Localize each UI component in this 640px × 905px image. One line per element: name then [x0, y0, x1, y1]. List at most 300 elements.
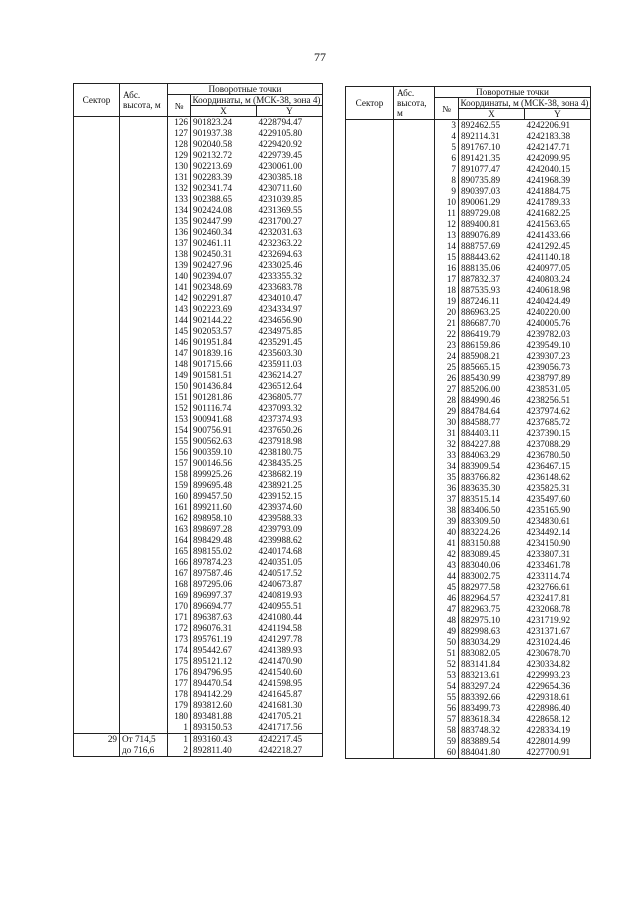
- table-row: [74, 524, 323, 535]
- sector-cell: [74, 524, 120, 535]
- altitude-cell: [120, 634, 168, 645]
- table-row: [74, 745, 323, 757]
- x-coordinate-cell: 901581.51: [193, 370, 233, 380]
- y-coordinate-cell: 4234150.90: [525, 538, 591, 549]
- table-row: [74, 722, 323, 734]
- altitude-cell: [120, 612, 168, 623]
- sector-cell: [346, 164, 394, 175]
- y-coordinate-cell: 4239374.60: [257, 502, 323, 513]
- x-coordinate-cell: 896694.77: [193, 601, 233, 611]
- sector-cell: [74, 634, 120, 645]
- sector-cell: [346, 362, 394, 373]
- sector-cell: [74, 590, 120, 601]
- point-number-cell: 10: [435, 197, 459, 208]
- sector-cell: [346, 648, 394, 659]
- sector-cell: [74, 557, 120, 568]
- table-row: [346, 593, 591, 604]
- y-coordinate-cell: 4240977.05: [525, 263, 591, 274]
- point-number-cell: 29: [435, 406, 459, 417]
- point-number-cell: 158: [168, 469, 191, 480]
- table-row: [346, 241, 591, 252]
- altitude-cell: [394, 406, 435, 417]
- altitude-cell: [394, 560, 435, 571]
- y-coordinate-cell: 4233461.78: [525, 560, 591, 571]
- sector-cell: [74, 480, 120, 491]
- y-coordinate-cell: 4230678.70: [525, 648, 591, 659]
- x-coordinate-cell: 885206.00: [461, 384, 501, 394]
- point-number-cell: 11: [435, 208, 459, 219]
- altitude-cell: [120, 480, 168, 491]
- x-coordinate-cell: 883089.45: [461, 549, 501, 559]
- y-coordinate-cell: 4241682.25: [525, 208, 591, 219]
- y-coordinate-cell: 4241080.44: [257, 612, 323, 623]
- point-number-cell: 178: [168, 689, 191, 700]
- altitude-cell: [394, 384, 435, 395]
- coordinates-table-right: [345, 86, 591, 759]
- table-row: [346, 307, 591, 318]
- sector-cell: [74, 282, 120, 293]
- table-row: [346, 747, 591, 759]
- y-coordinate-cell: 4237918.98: [257, 436, 323, 447]
- point-number-cell: 136: [168, 227, 191, 238]
- point-number-cell: 180: [168, 711, 191, 722]
- x-coordinate-cell: 898958.10: [193, 513, 233, 523]
- y-coordinate-cell: 4240424.49: [525, 296, 591, 307]
- sector-cell: [74, 436, 120, 447]
- table-row: [346, 703, 591, 714]
- altitude-cell: [394, 505, 435, 516]
- x-coordinate-cell: 900756.91: [193, 425, 233, 435]
- point-number-cell: 58: [435, 725, 459, 736]
- y-coordinate-cell: 4242217.45: [257, 734, 323, 746]
- table-row: [346, 318, 591, 329]
- point-number-cell: 23: [435, 340, 459, 351]
- x-coordinate-cell: 888443.62: [461, 252, 501, 262]
- altitude-cell: [394, 142, 435, 153]
- altitude-cell: [394, 395, 435, 406]
- altitude-cell: [394, 483, 435, 494]
- table-row: [74, 381, 323, 392]
- point-number-cell: 9: [435, 186, 459, 197]
- y-coordinate-cell: 4232417.81: [525, 593, 591, 604]
- altitude-cell: [120, 513, 168, 524]
- x-coordinate-cell: 884403.11: [461, 428, 500, 438]
- altitude-cell: [394, 186, 435, 197]
- table-row: [74, 480, 323, 491]
- table-row: [74, 194, 323, 205]
- y-coordinate-cell: 4237093.32: [257, 403, 323, 414]
- x-coordinate-cell: 885665.15: [461, 362, 501, 372]
- y-coordinate-cell: 4241598.95: [257, 678, 323, 689]
- x-coordinate-cell: 902447.99: [193, 216, 233, 226]
- y-coordinate-cell: 4237390.15: [525, 428, 591, 439]
- x-coordinate-cell: 891767.10: [461, 142, 501, 152]
- altitude-cell: [120, 359, 168, 370]
- y-coordinate-cell: 4240517.52: [257, 568, 323, 579]
- y-coordinate-cell: 4239056.73: [525, 362, 591, 373]
- x-coordinate-cell: 892462.55: [461, 120, 501, 130]
- altitude-cell: [120, 282, 168, 293]
- altitude-cell: [394, 714, 435, 725]
- table-row: [346, 340, 591, 351]
- y-coordinate-cell: 4239549.10: [525, 340, 591, 351]
- table-row: [74, 734, 323, 746]
- table-row: [346, 175, 591, 186]
- altitude-cell: [394, 648, 435, 659]
- point-number-cell: 7: [435, 164, 459, 175]
- table-row: [346, 373, 591, 384]
- sector-cell: [74, 359, 120, 370]
- sector-cell: [346, 483, 394, 494]
- sector-cell: [346, 516, 394, 527]
- y-coordinate-cell: 4235497.60: [525, 494, 591, 505]
- x-coordinate-cell: 883040.06: [461, 560, 501, 570]
- x-coordinate-cell: 897295.06: [193, 579, 233, 589]
- altitude-cell: [120, 205, 168, 216]
- altitude-cell: [120, 436, 168, 447]
- table-row: [346, 274, 591, 285]
- x-coordinate-cell: 902053.57: [193, 326, 233, 336]
- y-coordinate-cell: 4239988.62: [257, 535, 323, 546]
- sector-cell: [346, 417, 394, 428]
- table-row: [74, 348, 323, 359]
- x-coordinate-cell: 902040.58: [193, 139, 233, 149]
- sector-cell: [74, 238, 120, 249]
- x-coordinate-cell: 886159.86: [461, 340, 501, 350]
- point-number-cell: 19: [435, 296, 459, 307]
- y-coordinate-cell: 4236805.77: [257, 392, 323, 403]
- y-coordinate-cell: 4240005.76: [525, 318, 591, 329]
- table-row: [74, 491, 323, 502]
- y-coordinate-cell: 4241563.65: [525, 219, 591, 230]
- y-coordinate-cell: 4229739.45: [257, 150, 323, 161]
- table-row: [346, 329, 591, 340]
- y-coordinate-cell: 4239152.15: [257, 491, 323, 502]
- point-number-cell: 15: [435, 252, 459, 263]
- point-number-cell: 130: [168, 161, 191, 172]
- point-number-cell: 177: [168, 678, 191, 689]
- y-coordinate-cell: 4238435.25: [257, 458, 323, 469]
- y-coordinate-cell: 4242183.38: [525, 131, 591, 142]
- point-number-cell: 147: [168, 348, 191, 359]
- y-coordinate-cell: 4232766.61: [525, 582, 591, 593]
- table-row: [74, 205, 323, 216]
- x-coordinate-cell: 902291.87: [193, 293, 233, 303]
- table-row: [74, 656, 323, 667]
- altitude-cell: [394, 340, 435, 351]
- x-coordinate-cell: 899211.60: [193, 502, 232, 512]
- table-row: [74, 139, 323, 150]
- table-row: [74, 590, 323, 601]
- point-number-cell: 133: [168, 194, 191, 205]
- altitude-cell: [394, 230, 435, 241]
- altitude-cell: [120, 568, 168, 579]
- x-coordinate-cell: 892811.40: [191, 745, 257, 757]
- y-coordinate-cell: 4242099.95: [525, 153, 591, 164]
- altitude-header: Абс. высота, м: [120, 84, 168, 117]
- point-number-cell: 159: [168, 480, 191, 491]
- x-coordinate-cell: 886963.25: [461, 307, 501, 317]
- table-row: [346, 219, 591, 230]
- table-row: [74, 216, 323, 227]
- sector-cell: [74, 579, 120, 590]
- y-coordinate-cell: 4241717.56: [257, 722, 323, 734]
- y-coordinate-cell: 4231024.46: [525, 637, 591, 648]
- x-coordinate-cell: 901281.86: [193, 392, 233, 402]
- altitude-cell: [120, 370, 168, 381]
- y-coordinate-cell: 4241884.75: [525, 186, 591, 197]
- x-coordinate-cell: 887535.93: [461, 285, 501, 295]
- table-row: [74, 326, 323, 337]
- altitude-cell: [394, 593, 435, 604]
- sector-cell: [74, 414, 120, 425]
- altitude-cell: [394, 329, 435, 340]
- sector-cell: [346, 549, 394, 560]
- altitude-cell: [120, 326, 168, 337]
- altitude-cell: [394, 615, 435, 626]
- sector-cell: [74, 337, 120, 348]
- sector-cell: [346, 208, 394, 219]
- sector-cell: [74, 612, 120, 623]
- sector-cell: [74, 656, 120, 667]
- point-number-cell: 138: [168, 249, 191, 260]
- table-row: [346, 186, 591, 197]
- x-coordinate-cell: 883082.05: [461, 648, 501, 658]
- altitude-header: Абс. высота, м: [394, 87, 435, 120]
- altitude-cell: [394, 274, 435, 285]
- sector-cell: [74, 117, 120, 129]
- x-coordinate-cell: 889076.89: [461, 230, 501, 240]
- sector-cell: [346, 351, 394, 362]
- point-number-cell: 51: [435, 648, 459, 659]
- table-row: [346, 527, 591, 538]
- y-coordinate-cell: 4229105.80: [257, 128, 323, 139]
- y-coordinate-cell: 4241789.33: [525, 197, 591, 208]
- left-table-body: [74, 117, 323, 757]
- point-number-cell: 55: [435, 692, 459, 703]
- table-row: [74, 227, 323, 238]
- table-row: [74, 304, 323, 315]
- x-coordinate-cell: 886419.79: [461, 329, 501, 339]
- y-coordinate-cell: 4235911.03: [257, 359, 323, 370]
- y-coordinate-cell: 4240618.98: [525, 285, 591, 296]
- point-number-cell: 167: [168, 568, 191, 579]
- y-coordinate-cell: 4237374.93: [257, 414, 323, 425]
- point-number-cell: 33: [435, 450, 459, 461]
- sector-cell: [74, 667, 120, 678]
- table-row: [346, 263, 591, 274]
- altitude-cell: [394, 428, 435, 439]
- sector-cell: [346, 384, 394, 395]
- y-coordinate-cell: 4230061.00: [257, 161, 323, 172]
- altitude-cell: [394, 153, 435, 164]
- point-number-cell: 49: [435, 626, 459, 637]
- x-coordinate-cell: 902427.96: [193, 260, 233, 270]
- y-coordinate-cell: 4242040.15: [525, 164, 591, 175]
- sector-cell: [346, 230, 394, 241]
- point-number-cell: 134: [168, 205, 191, 216]
- sector-cell: [346, 637, 394, 648]
- table-row: [74, 667, 323, 678]
- sector-cell: [74, 150, 120, 161]
- y-coordinate-cell: 4228986.40: [525, 703, 591, 714]
- table-row: [74, 370, 323, 381]
- y-coordinate-cell: 4242147.71: [525, 142, 591, 153]
- x-coordinate-cell: 902388.65: [193, 194, 233, 204]
- point-number-cell: 170: [168, 601, 191, 612]
- sector-cell: [74, 183, 120, 194]
- y-coordinate-cell: 4233025.46: [257, 260, 323, 271]
- sector-cell: [346, 571, 394, 582]
- point-number-cell: 3: [435, 120, 459, 132]
- altitude-cell: [394, 725, 435, 736]
- altitude-cell: [120, 139, 168, 150]
- altitude-cell: [120, 601, 168, 612]
- sector-cell: [346, 670, 394, 681]
- altitude-cell: [394, 285, 435, 296]
- page-number: 77: [314, 50, 326, 64]
- altitude-cell: [394, 175, 435, 186]
- point-number-cell: 163: [168, 524, 191, 535]
- altitude-cell: [394, 494, 435, 505]
- point-number-cell: 22: [435, 329, 459, 340]
- x-coordinate-cell: 902132.72: [193, 150, 233, 160]
- altitude-cell: [394, 659, 435, 670]
- altitude-cell: [120, 623, 168, 634]
- y-coordinate-cell: 4238531.05: [525, 384, 591, 395]
- point-number-cell: 160: [168, 491, 191, 502]
- table-row: [74, 546, 323, 557]
- y-coordinate-cell: 4241194.58: [257, 623, 323, 634]
- altitude-cell: [394, 164, 435, 175]
- sector-cell: [74, 689, 120, 700]
- table-row: [74, 337, 323, 348]
- table-row: [74, 436, 323, 447]
- sector-cell: [74, 722, 120, 734]
- x-coordinate-cell: 899695.48: [193, 480, 233, 490]
- table-row: [74, 535, 323, 546]
- point-number-cell: 31: [435, 428, 459, 439]
- sector-cell: [346, 527, 394, 538]
- x-coordinate-cell: 895442.67: [193, 645, 233, 655]
- sector-cell: [74, 348, 120, 359]
- x-coordinate-cell: 883213.61: [461, 670, 501, 680]
- sector-cell: [346, 219, 394, 230]
- point-number-cell: 143: [168, 304, 191, 315]
- point-number-cell: 157: [168, 458, 191, 469]
- table-row: [346, 362, 591, 373]
- y-coordinate-cell: 4231719.92: [525, 615, 591, 626]
- y-coordinate-cell: 4241292.45: [525, 241, 591, 252]
- sector-cell: [74, 645, 120, 656]
- point-number-cell: 151: [168, 392, 191, 403]
- x-coordinate-cell: 883766.82: [461, 472, 501, 482]
- altitude-cell: [120, 535, 168, 546]
- point-number-cell: 53: [435, 670, 459, 681]
- sector-cell: [74, 678, 120, 689]
- table-row: [74, 469, 323, 480]
- altitude-cell: [120, 194, 168, 205]
- y-coordinate-cell: 4241297.78: [257, 634, 323, 645]
- y-coordinate-cell: 4240673.87: [257, 579, 323, 590]
- table-row: [346, 582, 591, 593]
- table-row: [346, 692, 591, 703]
- x-coordinate-cell: 901436.84: [193, 381, 233, 391]
- point-number-cell: 156: [168, 447, 191, 458]
- sector-cell: [74, 546, 120, 557]
- x-coordinate-cell: 901116.74: [193, 403, 232, 413]
- point-number-cell: 60: [435, 747, 459, 759]
- table-row: [346, 560, 591, 571]
- x-coordinate-cell: 883224.26: [461, 527, 501, 537]
- y-coordinate-cell: 4229420.92: [257, 139, 323, 150]
- sector-cell: [346, 197, 394, 208]
- y-coordinate-cell: 4237088.29: [525, 439, 591, 450]
- sector-cell: [74, 227, 120, 238]
- table-row: [346, 428, 591, 439]
- sector-cell: [346, 186, 394, 197]
- y-coordinate-cell: 4234975.85: [257, 326, 323, 337]
- y-coordinate-cell: 4241681.30: [257, 700, 323, 711]
- table-row: [74, 271, 323, 282]
- x-coordinate-cell: 884227.88: [461, 439, 501, 449]
- y-coordinate-cell: 4241433.66: [525, 230, 591, 241]
- altitude-cell: [120, 183, 168, 194]
- table-row: [74, 128, 323, 139]
- x-coordinate-cell: 889400.81: [461, 219, 501, 229]
- y-coordinate-cell: 4239782.03: [525, 329, 591, 340]
- altitude-cell: [394, 318, 435, 329]
- point-number-cell: 175: [168, 656, 191, 667]
- altitude-cell: [394, 450, 435, 461]
- altitude-cell: [394, 637, 435, 648]
- table-row: [74, 612, 323, 623]
- sector-cell: [74, 161, 120, 172]
- x-coordinate-cell: 882964.57: [461, 593, 501, 603]
- x-header: X: [459, 109, 525, 120]
- table-row: [346, 285, 591, 296]
- altitude-cell: [120, 678, 168, 689]
- altitude-cell: [394, 747, 435, 759]
- sector-cell: [346, 395, 394, 406]
- x-coordinate-cell: 902424.08: [193, 205, 233, 215]
- altitude-cell: [394, 571, 435, 582]
- altitude-cell: [120, 381, 168, 392]
- altitude-cell: [120, 337, 168, 348]
- point-number-cell: 48: [435, 615, 459, 626]
- altitude-cell: [394, 538, 435, 549]
- y-header: Y: [257, 106, 323, 117]
- y-coordinate-cell: 4234010.47: [257, 293, 323, 304]
- coordinates-table-left: [73, 83, 323, 757]
- x-coordinate-cell: 882977.58: [461, 582, 501, 592]
- point-number-cell: 25: [435, 362, 459, 373]
- altitude-cell: [120, 458, 168, 469]
- point-number-cell: 174: [168, 645, 191, 656]
- sector-cell: [346, 681, 394, 692]
- altitude-cell: [394, 362, 435, 373]
- point-number-cell: 166: [168, 557, 191, 568]
- altitude-cell: [120, 502, 168, 513]
- x-coordinate-cell: 889729.08: [461, 208, 501, 218]
- y-coordinate-cell: 4232031.63: [257, 227, 323, 238]
- altitude-cell: [120, 271, 168, 282]
- y-coordinate-cell: 4230334.82: [525, 659, 591, 670]
- x-coordinate-cell: 897874.23: [193, 557, 233, 567]
- point-number-cell: 5: [435, 142, 459, 153]
- point-number-cell: 169: [168, 590, 191, 601]
- altitude-cell: [394, 131, 435, 142]
